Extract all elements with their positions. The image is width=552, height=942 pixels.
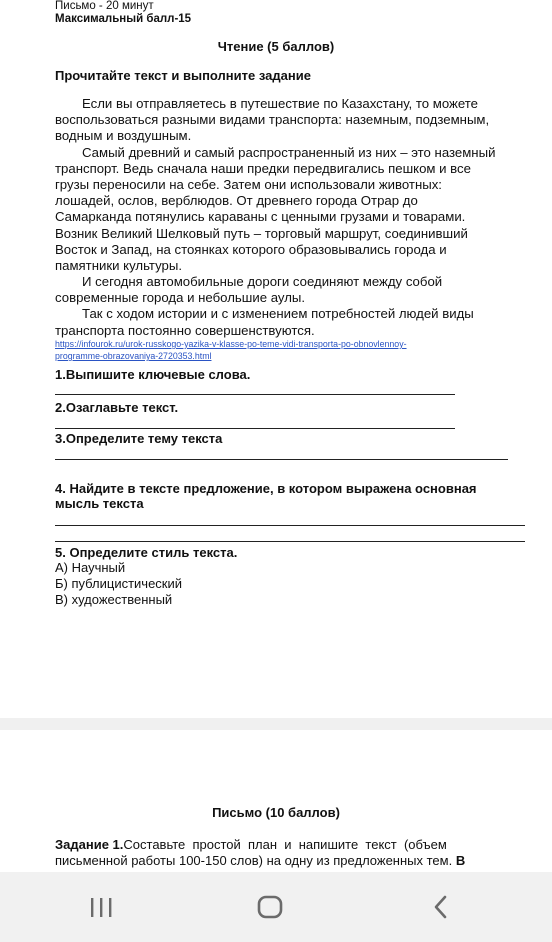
task-label: Задание 1. (55, 837, 124, 852)
recent-apps-button[interactable] (81, 892, 121, 922)
question-4-continued: мысль текста (55, 496, 144, 511)
back-icon (428, 893, 452, 921)
passage-line: памятники культуры. (55, 257, 183, 273)
home-button[interactable] (250, 892, 290, 922)
system-navigation-bar (0, 872, 552, 942)
answer-line (55, 394, 455, 395)
question-1: 1.Выпишите ключевые слова. (55, 367, 251, 382)
passage-line: И сегодня автомобильные дороги соединяют между собой (82, 274, 443, 290)
task-text: Составьте простой план и напишите текст (объем (123, 837, 447, 852)
question-2: 2.Озаглавьте текст. (55, 400, 179, 415)
question-5: 5. Определите стиль текста. (55, 545, 238, 560)
source-link[interactable]: programme-obrazovaniya-2720353.html (55, 351, 212, 361)
answer-line (55, 541, 525, 542)
passage-line: транспорт. Ведь сначала наши предки передвигались пешком и все (55, 160, 471, 176)
task-text: письменной работы 100-150 слов) на одну из предложенных тем. (55, 853, 453, 868)
task-text-bold: В (455, 853, 466, 868)
writing-task-line (55, 853, 465, 869)
reading-instruction: Прочитайте текст и выполните задание (55, 68, 311, 83)
writing-task-line (55, 837, 447, 853)
reading-passage (55, 96, 525, 339)
passage-line: Самый древний и самый распространенный из них – это наземный (82, 144, 496, 160)
answer-line (55, 459, 508, 460)
reading-section-title: Чтение (5 баллов) (217, 39, 335, 54)
source-link[interactable]: https://infourok.ru/urok-russkogo-yazika-v-klasse-po-teme-vidi-transporta-po-obnovlennoy- (55, 339, 407, 349)
recent-apps-icon (88, 895, 114, 919)
passage-line: транспорта постоянно совершенствуются. (55, 322, 315, 338)
passage-line: водным и воздушным. (55, 128, 192, 144)
question-3: 3.Определите тему текста (55, 431, 223, 446)
passage-line: Восток и Запад, на стоянках которого образовывались города и (55, 241, 447, 257)
time-limit-text: Письмо - 20 минут (55, 0, 154, 12)
page-separator (0, 718, 552, 730)
home-icon (255, 892, 285, 922)
passage-line: Возник Великий Шелковый путь – торговый маршрут, соединивший (55, 225, 468, 241)
passage-line: воспользоваться разными видами транспорта: наземным, подземным, (55, 112, 490, 128)
passage-line: Так с ходом истории и с изменением потребностей людей виды (82, 306, 474, 322)
answer-line (55, 428, 455, 429)
writing-section-title: Письмо (10 баллов) (212, 805, 340, 820)
document-page-2 (0, 730, 552, 872)
max-score-text: Максимальный балл-15 (55, 13, 192, 25)
answer-line (55, 525, 525, 526)
back-button[interactable] (420, 892, 460, 922)
passage-line: Самарканда потянулись караваны с ценными грузами и товарами. (55, 209, 466, 225)
question-4: 4. Найдите в тексте предложение, в котором выражена основная (55, 481, 477, 496)
option-a: А) Научный (55, 560, 126, 575)
passage-line: лошадей, ослов, верблюдов. От древнего города Отрар до (55, 193, 418, 209)
option-b: Б) публицистический (55, 576, 183, 591)
passage-line: современные города и небольшие аулы. (55, 290, 306, 306)
passage-line: грузы переносили на себе. Затем они использовали животных: (55, 176, 442, 192)
passage-line: Если вы отправляетесь в путешествие по Казахстану, то можете (82, 96, 478, 111)
option-c: В) художественный (55, 592, 173, 607)
